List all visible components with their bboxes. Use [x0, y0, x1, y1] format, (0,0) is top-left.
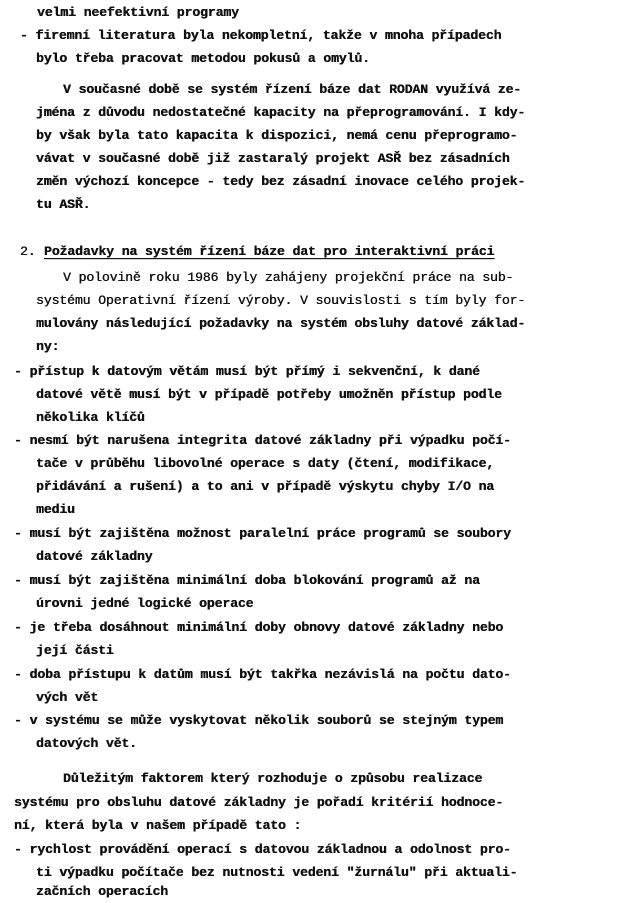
- paragraph-line: ní, která byla v našem případě tato :: [14, 818, 302, 833]
- list-item-continuation: několika klíčů: [36, 410, 145, 425]
- list-item: - doba přístupu k datům musí být takřka nezávislá na počtu dato-: [14, 667, 511, 682]
- paragraph-line: V polovině roku 1986 byly zahájeny projekční práce na sub-: [63, 270, 514, 285]
- list-item-continuation: tače v průběhu libovolné operace s daty (čtení, modifikace,: [36, 456, 495, 471]
- list-item: - v systému se může vyskytovat několik souborů se stejným typem: [14, 713, 504, 728]
- text-line: bylo třeba pracovat metodou pokusů a omylů.: [36, 51, 370, 66]
- paragraph-line: systému pro obsluhu datové základny je pořadí kritérií hodnoce-: [14, 795, 504, 810]
- paragraph-line: Důležitým faktorem který rozhoduje o způsobu realizace: [63, 771, 483, 786]
- paragraph-line: jména z důvodu nedostatečné kapacity na přeprogramování. I kdy-: [36, 105, 526, 120]
- paragraph-line: vávat v současné době již zastaralý projekt ASŘ bez zásadních: [36, 151, 510, 166]
- list-item-continuation: začních operacích: [36, 884, 168, 899]
- paragraph-line: V současné době se systém řízení báze dat RODAN využívá ze-: [63, 82, 522, 97]
- paragraph-line: mulovány následující požadavky na systém obsluhy datové základ-: [36, 316, 526, 331]
- list-item: - musí být zajištěna možnost paralelní práce programů se soubory: [14, 526, 511, 541]
- list-item-continuation: její části: [36, 643, 114, 658]
- list-item: - přístup k datovým větám musí být přímý i sekvenční, k dané: [14, 364, 480, 379]
- section-number: 2.: [20, 244, 36, 259]
- paragraph-line: tu ASŘ.: [36, 197, 91, 212]
- paragraph-line: změn výchozí koncepce - tedy bez zásadní inovace celého projek-: [36, 174, 526, 189]
- list-item-continuation: přidávání a rušení) a to ani v případě výskytu chyby I/O na: [36, 479, 495, 494]
- text-line: velmi neefektivní programy: [37, 5, 239, 20]
- paragraph-line: by však byla tato kapacita k dispozici, nemá cenu přeprogramo-: [36, 128, 518, 143]
- list-item-continuation: úrovni jedné logické operace: [36, 596, 254, 611]
- list-item: - je třeba dosáhnout minimální doby obnovy datové základny nebo: [14, 620, 504, 635]
- list-item-continuation: datových vět.: [36, 736, 137, 751]
- paragraph-line: ny:: [36, 339, 60, 354]
- list-item: - musí být zajištěna minimální doba blokování programů až na: [14, 573, 480, 588]
- list-item: - rychlost provádění operací s datovou základnou a odolnost pro-: [14, 842, 511, 857]
- list-item-continuation: datové větě musí být v případě potřeby umožněn přístup podle: [36, 387, 502, 402]
- list-item-continuation: vých vět: [36, 690, 99, 705]
- list-item-continuation: ti výpadku počítače bez nutnosti vedení "žurnálu" při aktuali-: [36, 865, 518, 880]
- list-item-continuation: mediu: [36, 502, 75, 517]
- section-heading: Požadavky na systém řízení báze dat pro interaktivní práci: [44, 244, 495, 259]
- paragraph-line: systému Operativní řízení výroby. V souvislosti s tím byly for-: [36, 293, 526, 308]
- list-item: - nesmí být narušena integrita datové základny při výpadku počí-: [14, 433, 511, 448]
- list-item: - firemní literatura byla nekompletní, takže v mnoha případech: [20, 28, 502, 43]
- list-item-continuation: datové základny: [36, 549, 153, 564]
